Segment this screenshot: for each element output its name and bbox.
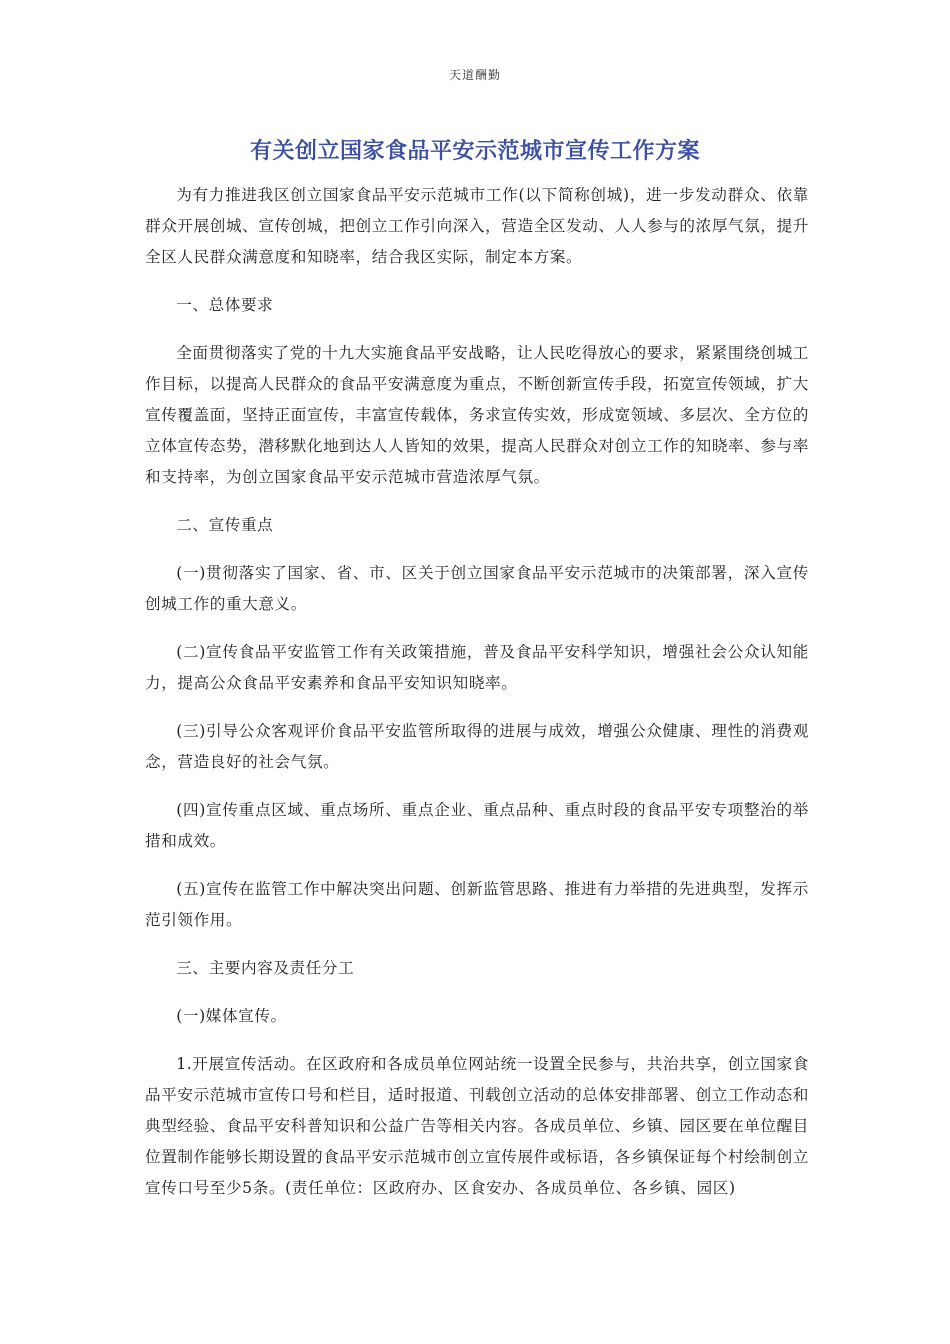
document-body bbox=[145, 180, 809, 1221]
page-header: 天道酬勤 bbox=[448, 68, 501, 82]
section-2-item: (三)引导公众客观评价食品平安监管所取得的进展与成效，增强公众健康、理性的消费观念，营造良好的社会气氛。 bbox=[145, 722, 809, 771]
section-2-item: (二)宣传食品平安监管工作有关政策措施，普及食品平安科学知识，增强社会公众认知能力，提高公众食品平安素养和食品平安知识知晓率。 bbox=[145, 643, 809, 692]
intro-paragraph: 为有力推进我区创立国家食品平安示范城市工作(以下简称创城)，进一步发动群众、依靠群众开展创城、宣传创城，把创立工作引向深入，营造全区发动、人人参与的浓厚气氛，提升全区人民群众满意度和知晓率，结合我区实际，制定本方案。 bbox=[145, 186, 809, 266]
document-title: 有关创立国家食品平安示范城市宣传工作方案 bbox=[249, 139, 700, 164]
section-2-item: (五)宣传在监管工作中解决突出问题、创新监管思路、推进有力举措的先进典型，发挥示范引领作用。 bbox=[145, 880, 809, 929]
section-heading-3: 三、主要内容及责任分工 bbox=[176, 959, 355, 977]
section-2-item: (四)宣传重点区域、重点场所、重点企业、重点品种、重点时段的食品平安专项整治的举措和成效。 bbox=[145, 801, 809, 850]
section-heading-2: 二、宣传重点 bbox=[176, 516, 274, 534]
section-1-paragraph: 全面贯彻落实了党的十九大实施食品平安战略，让人民吃得放心的要求，紧紧围绕创城工作目标，以提高人民群众的食品平安满意度为重点，不断创新宣传手段，拓宽宣传领域，扩大宣传覆盖面，坚持正面宣传，丰富宣传载体，务求宣传实效，形成宽领域、多层次、全方位的立体宣传态势，潜移默化地到达人人皆知的效果，提高人民群众对创立工作的知晓率、参与率和支持率，为创立国家食品平安示范城市营造浓厚气氛。 bbox=[145, 344, 809, 486]
section-heading-1: 一、总体要求 bbox=[176, 296, 274, 314]
section-2-item: (一)贯彻落实了国家、省、市、区关于创立国家食品平安示范城市的决策部署，深入宣传创城工作的重大意义。 bbox=[145, 564, 809, 613]
section-3-subheading: (一)媒体宣传。 bbox=[176, 1007, 287, 1025]
section-3-item: 1.开展宣传活动。在区政府和各成员单位网站统一设置全民参与，共治共享，创立国家食品平安示范城市宣传口号和栏目，适时报道、刊载创立活动的总体安排部署、创立工作动态和典型经验、食品平安科普知识和公益广告等相关内容。各成员单位、乡镇、园区要在单位醒目位置制作能够长期设置的食品平安示范城市创立宣传展件或标语，各乡镇保证每个村绘制创立宣传口号至少5条。(责任单位：区政府办、区食安办、各成员单位、各乡镇、园区) bbox=[145, 1055, 809, 1197]
